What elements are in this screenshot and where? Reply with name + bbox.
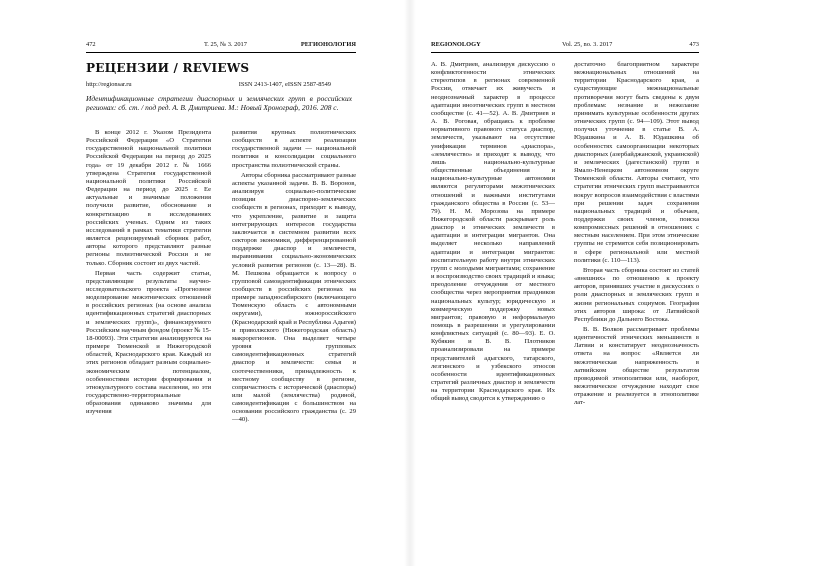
paragraph: А. В. Дмитриев, анализируя дискуссию о конфликтогенности этнических стереотипов в регионах современной России, отмечает их живучесть и неоднозначный характер в процессе адаптации иноэтнических групп в местном сообществе (с. 41—52). А. В. Дмитриев и А. В. Роговая, обращаясь к проблеме нормативного правового статуса диаспор, землячеств, указывают на отсутствие унификации терминов «диаспора», «землячество» и приходят к выводу, что лишь национально-культурные общественные объединения и национально-культурные автономии являются регуляторами межэтнических отношений и важными институтами гражданского общества в России (с. 53—79). Н. М. Морозова на примере Нижегородской области раскрывает роль диаспор и этнических землячеств в адаптации и интеграции мигрантов. Она выделяет несколько направлений адаптации и интеграции мигрантов: воспитательную работу внутри этнических групп с молодыми мигрантами; сохранение и воспроизводство своих традиций и языка; преодоление отчуждения от местного сообщества через мероприятия праздников национальных культур; юридическую и коммерческую поддержку новых мигрантов; правовую и неформальную помощь в разрешении и урегулировании конфликтных ситуаций (с. 80—93). Е. О. Кубякин и В. В. Плотников проанализировали на примере представителей адыгского, татарского, лезгинского и узбекского этносов особенности идентификационных стратегий различных диаспор и землячеств на территории Краснодарского края. Их общий вывод сводится к утверждению о xyxy=(431,61,555,403)
issue-label-right: Vol. 25, no. 3. 2017 xyxy=(562,41,613,48)
paragraph: В. В. Волков рассматривает проблемы идентичностей этнических меньшинств в Латвии и констатирует неоднозначность ответа на вопрос «Является ли межэтническая напряженность в латвийском обществе результатом проводимой этнополитики или, наоборот, межэтническое отчуждение находит свое отражение и реализуется в этнополитике лат- xyxy=(574,326,699,407)
book-gutter xyxy=(404,0,416,566)
paragraph: развития крупных полиэтнических сообществ в аспекте реализации государственной задачи — национальной политики и консолидации социального пространства полиэтнической страны. xyxy=(232,129,356,169)
right-page xyxy=(410,0,820,566)
journal-url[interactable]: http://regionsar.ru xyxy=(86,81,132,88)
right-column-1 xyxy=(431,61,555,561)
header-rule-left xyxy=(86,52,356,53)
left-column-1 xyxy=(86,129,211,559)
header-rule-right xyxy=(431,52,699,53)
paragraph: достаточно благоприятном характере межнациональных отношений на территории Краснодарского края, а существующие межнациональные противоречия могут быть сведены к двум проблемам: незнание и нежелание принимать культурные особенности других этнических групп (с. 94—109). Этот вывод получил уточнение в статье В. А. Юдашкина и А. В. Юдашкина об особенностях самоорганизации некоторых диаспорных (азербайджанской, украинской) и земляческих (дагестанской) групп в Ямало-Ненецком автономном округе Тюменской области. Авторы считают, что стратегии этнических групп выстраиваются вокруг вопросов взаимодействия с властями при решении задач сохранения национальных традиций и обычаев, поддержки своих членов, поиска компромиссных решений в отношениях с местным населением. При этом этнические группы не стремятся себя позиционировать в сфере региональной или местной политики (с. 110—113). xyxy=(574,61,699,264)
paragraph: Авторы сборника рассматривают разные аспекты указанной задачи. В. В. Воронов, анализируя социально-политические позиции диаспорно-земляческих сообществ в регионах, приходит к выводу, что укрепление, развитие и защита интегрирующих интересов государства заключается в системном развитии всех секторов экономики, дифференцированной поддержке диаспор и землячеств, выравнивании социально-экономических условий развития регионов (с. 13—28). В. М. Пешкова обращается к вопросу о групповой самоидентификации этнических сообществ в российских регионах на примере западносибирского (включающего Тюменскую область с автономными округами), южнороссийского (Краснодарский край и Республика Адыгея) и приволжского (Нижегородская область) макрорегионов. Она выделяет четыре уровня групповых самоидентификационных стратегий диаспор и землячеств: семья и соотечественники, принадлежность к местному сообществу в регионе, сопричастность с исторической (диаспоры) или малой (землячества) родиной, самоидентификация с большинством на основании российского гражданства (с. 29—40). xyxy=(232,171,356,424)
paragraph: Вторая часть сборника состоит из статей «внешних» по отношению к проекту авторов, принявших участие в дискуссиях о роли диаспорных и земляческих групп в жизни региональных социумов. География этих авторов широка: от Латвийской Республики до Дальнего Востока. xyxy=(574,266,699,323)
journal-name-left: РЕГИОНОЛОГИЯ xyxy=(300,41,356,48)
page-number-right: 473 xyxy=(689,41,699,48)
journal-name-right: REGIONOLOGY xyxy=(431,41,481,48)
paragraph: Первая часть содержит статьи, представляющие результаты научно-исследовательского проекта «Прогнозное моделирование межэтнических отношений в российских регионах (на основе анализа идентификационных стратегий диаспорных и земляческих групп)», финансируемого Российским научным фондом (проект № 15-18-00093). Эти стратегии анализируются на примере Тюменской и Нижегородской областей, Краснодарского края. Каждый из этих регионов обладает разным социально-экономическим потенциалом, особенностями истории формирования и этнокультурного состава населения, но эти государственно-территориальные образования одинаково значимы для изучения xyxy=(86,269,212,416)
right-column-2 xyxy=(574,61,699,561)
issue-label-left: Т. 25, № 3. 2017 xyxy=(204,41,247,48)
page-number-left: 472 xyxy=(86,41,96,48)
book-citation: Идентификационные стратегии диаспорных и земляческих групп в российских регионах: сб. ст. / под ред. А. В. Дмитриева. М.: Новый Хронограф, 2016. 208 с. xyxy=(86,94,352,113)
left-column-2 xyxy=(232,129,356,559)
section-title: РЕЦЕНЗИИ / REVIEWS xyxy=(86,61,250,75)
issn-label: ISSN 2413-1407, eISSN 2587-8549 xyxy=(238,81,331,88)
paragraph: В конце 2012 г. Указом Президента Российской Федерации «О Стратегии государственной национальной политики Российской Федерации на период до 2025 года» от 19 декабря 2012 г. № 1666 утверждена Стратегия государственной национальной политики Российской Федерации на период до 2025 г. Ее актуальные и значимые положения получили развитие, обоснование и конкретизацию в исследованиях российских ученых. Одним из таких исследований в рамках тематики стратегии является рецензируемый сборник работ, авторы которого представляют разные регионы полиэтнической России и не только. Сборник состоит из двух частей. xyxy=(86,129,211,267)
